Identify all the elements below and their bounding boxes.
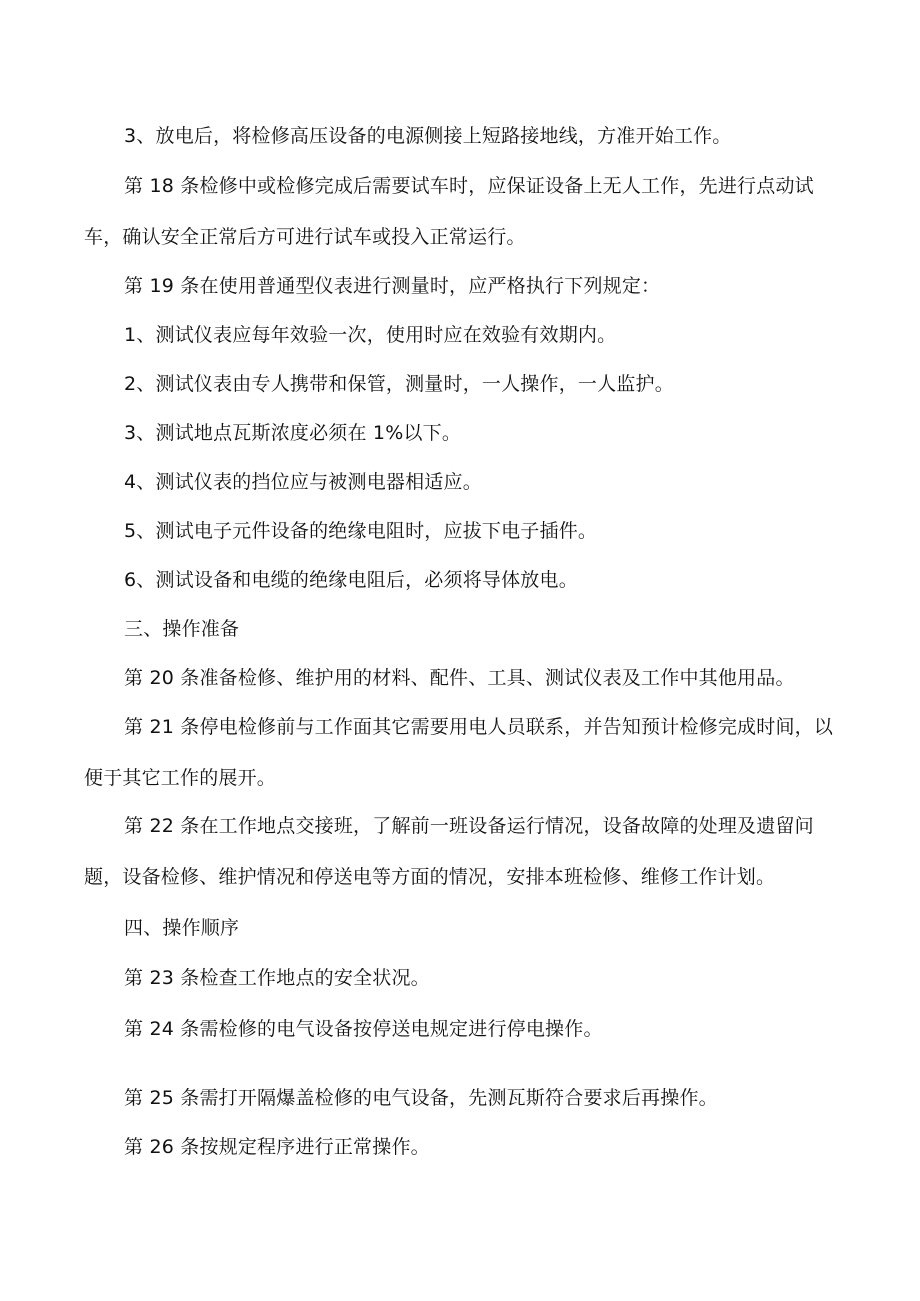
paragraph-article-23: 第 23 条检查工作地点的安全状况。 xyxy=(124,967,430,989)
paragraph-rule-1: 1、测试仪表应每年效验一次，使用时应在效验有效期内。 xyxy=(124,324,617,346)
section-heading-sequence: 四、操作顺序 xyxy=(124,917,240,939)
paragraph-article-25: 第 25 条需打开隔爆盖检修的电气设备，先测瓦斯符合要求后再操作。 xyxy=(124,1087,718,1109)
section-heading-preparation: 三、操作准备 xyxy=(124,618,240,640)
paragraph-rule-3: 3、测试地点瓦斯浓度必须在 1%以下。 xyxy=(124,422,462,444)
paragraph-rule-2: 2、测试仪表由专人携带和保管，测量时，一人操作，一人监护。 xyxy=(124,373,674,395)
paragraph-rule-4: 4、测试仪表的挡位应与被测电器相适应。 xyxy=(124,471,482,493)
paragraph-article-18: 第 18 条检修中或检修完成后需要试车时，应保证设备上无人工作，先进行点动试车，确认安全正常后方可进行试车或投入正常运行。 xyxy=(84,175,814,248)
paragraph-article-22: 第 22 条在工作地点交接班，了解前一班设备运行情况，设备故障的处理及遗留问题，设备检修、维护情况和停送电等方面的情况，安排本班检修、维修工作计划。 xyxy=(84,815,814,888)
paragraph-article-21: 第 21 条停电检修前与工作面其它需要用电人员联系，并告知预计检修完成时间，以便于其它工作的展开。 xyxy=(84,716,834,789)
paragraph-article-26: 第 26 条按规定程序进行正常操作。 xyxy=(124,1136,430,1158)
paragraph-article-20: 第 20 条准备检修、维护用的材料、配件、工具、测试仪表及工作中其他用品。 xyxy=(124,667,795,689)
paragraph-discharge-step-3: 3、放电后，将检修高压设备的电源侧接上短路接地线，方准开始工作。 xyxy=(124,125,732,147)
paragraph-rule-5: 5、测试电子元件设备的绝缘电阻时，应拔下电子插件。 xyxy=(124,520,598,542)
paragraph-rule-6: 6、测试设备和电缆的绝缘电阻后，必须将导体放电。 xyxy=(124,569,578,591)
paragraph-article-24: 第 24 条需检修的电气设备按停送电规定进行停电操作。 xyxy=(124,1018,603,1040)
paragraph-article-19: 第 19 条在使用普通型仪表进行测量时，应严格执行下列规定： xyxy=(124,275,661,297)
